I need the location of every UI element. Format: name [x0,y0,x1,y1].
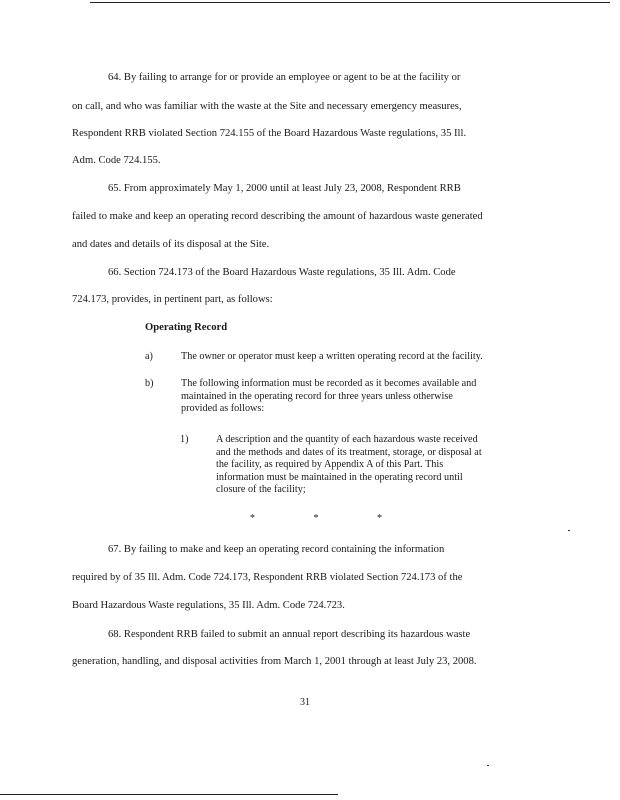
quote-item-b-line-2: maintained in the operating record for three years unless otherwise [181,390,453,402]
top-rule [90,2,610,3]
quote-heading: Operating Record [145,322,228,333]
quote-item-b-line-1: The following information must be recorded as it becomes available and [181,378,477,389]
paragraph-68-line-1: 68. Respondent RRB failed to submit an annual report describing its hazardous waste [108,629,471,640]
paragraph-67-line-3: Board Hazardous Waste regulations, 35 Ill. Adm. Code 724.723. [72,600,345,611]
paragraph-65-line-3: and dates and details of its disposal at the Site. [72,239,270,250]
quote-item-1-line-1: A description and the quantity of each hazardous waste received [216,434,478,445]
quote-item-1-line-2: and the methods and dates of its treatment, storage, or disposal at [216,446,482,458]
paragraph-64-line-4: Adm. Code 724.155. [72,155,161,166]
paragraph-66-line-2: 724.173, provides, in pertinent part, as follows: [72,294,273,305]
quote-item-a-label: a) [145,351,153,362]
page-number: 31 [300,697,310,708]
paragraph-65-line-1: 65. From approximately May 1, 2000 until at least July 23, 2008, Respondent RRB [108,183,461,194]
quote-item-1-label: 1) [180,434,189,445]
paragraph-66-line-1: 66. Section 724.173 of the Board Hazardous Waste regulations, 35 Ill. Adm. Code [108,267,456,278]
scan-speck [568,530,570,531]
paragraph-68-line-2: generation, handling, and disposal activities from March 1, 2001 through at least July 23, 2008. [72,656,477,667]
bottom-rule [0,794,338,795]
paragraph-64-line-1: 64. By failing to arrange for or provide an employee or agent to be at the facility or [108,72,461,83]
quote-item-1-line-4: information must be maintained in the operating record until [216,471,463,483]
paragraph-64-line-2: on call, and who was familiar with the waste at the Site and necessary emergency measures, [72,101,462,112]
quote-item-a-text: The owner or operator must keep a written operating record at the facility. [181,351,483,362]
quote-item-b-line-3: provided as follows: [181,403,265,414]
quote-item-1-line-3: the facility, as required by Appendix A of this Part. This [216,459,444,470]
scan-speck [487,765,489,766]
quote-item-1-line-5: closure of the facility; [216,484,306,495]
paragraph-65-line-2: failed to make and keep an operating record describing the amount of hazardous waste generated [72,211,483,222]
omission-stars: * * * [250,513,410,524]
quote-item-b-label: b) [145,378,154,389]
paragraph-67-line-2: required by of 35 Ill. Adm. Code 724.173, Respondent RRB violated Section 724.173 of the [72,572,463,583]
paragraph-67-line-1: 67. By failing to make and keep an operating record containing the information [108,544,445,555]
paragraph-64-line-3: Respondent RRB violated Section 724.155 of the Board Hazardous Waste regulations, 35 Ill. [72,128,467,139]
